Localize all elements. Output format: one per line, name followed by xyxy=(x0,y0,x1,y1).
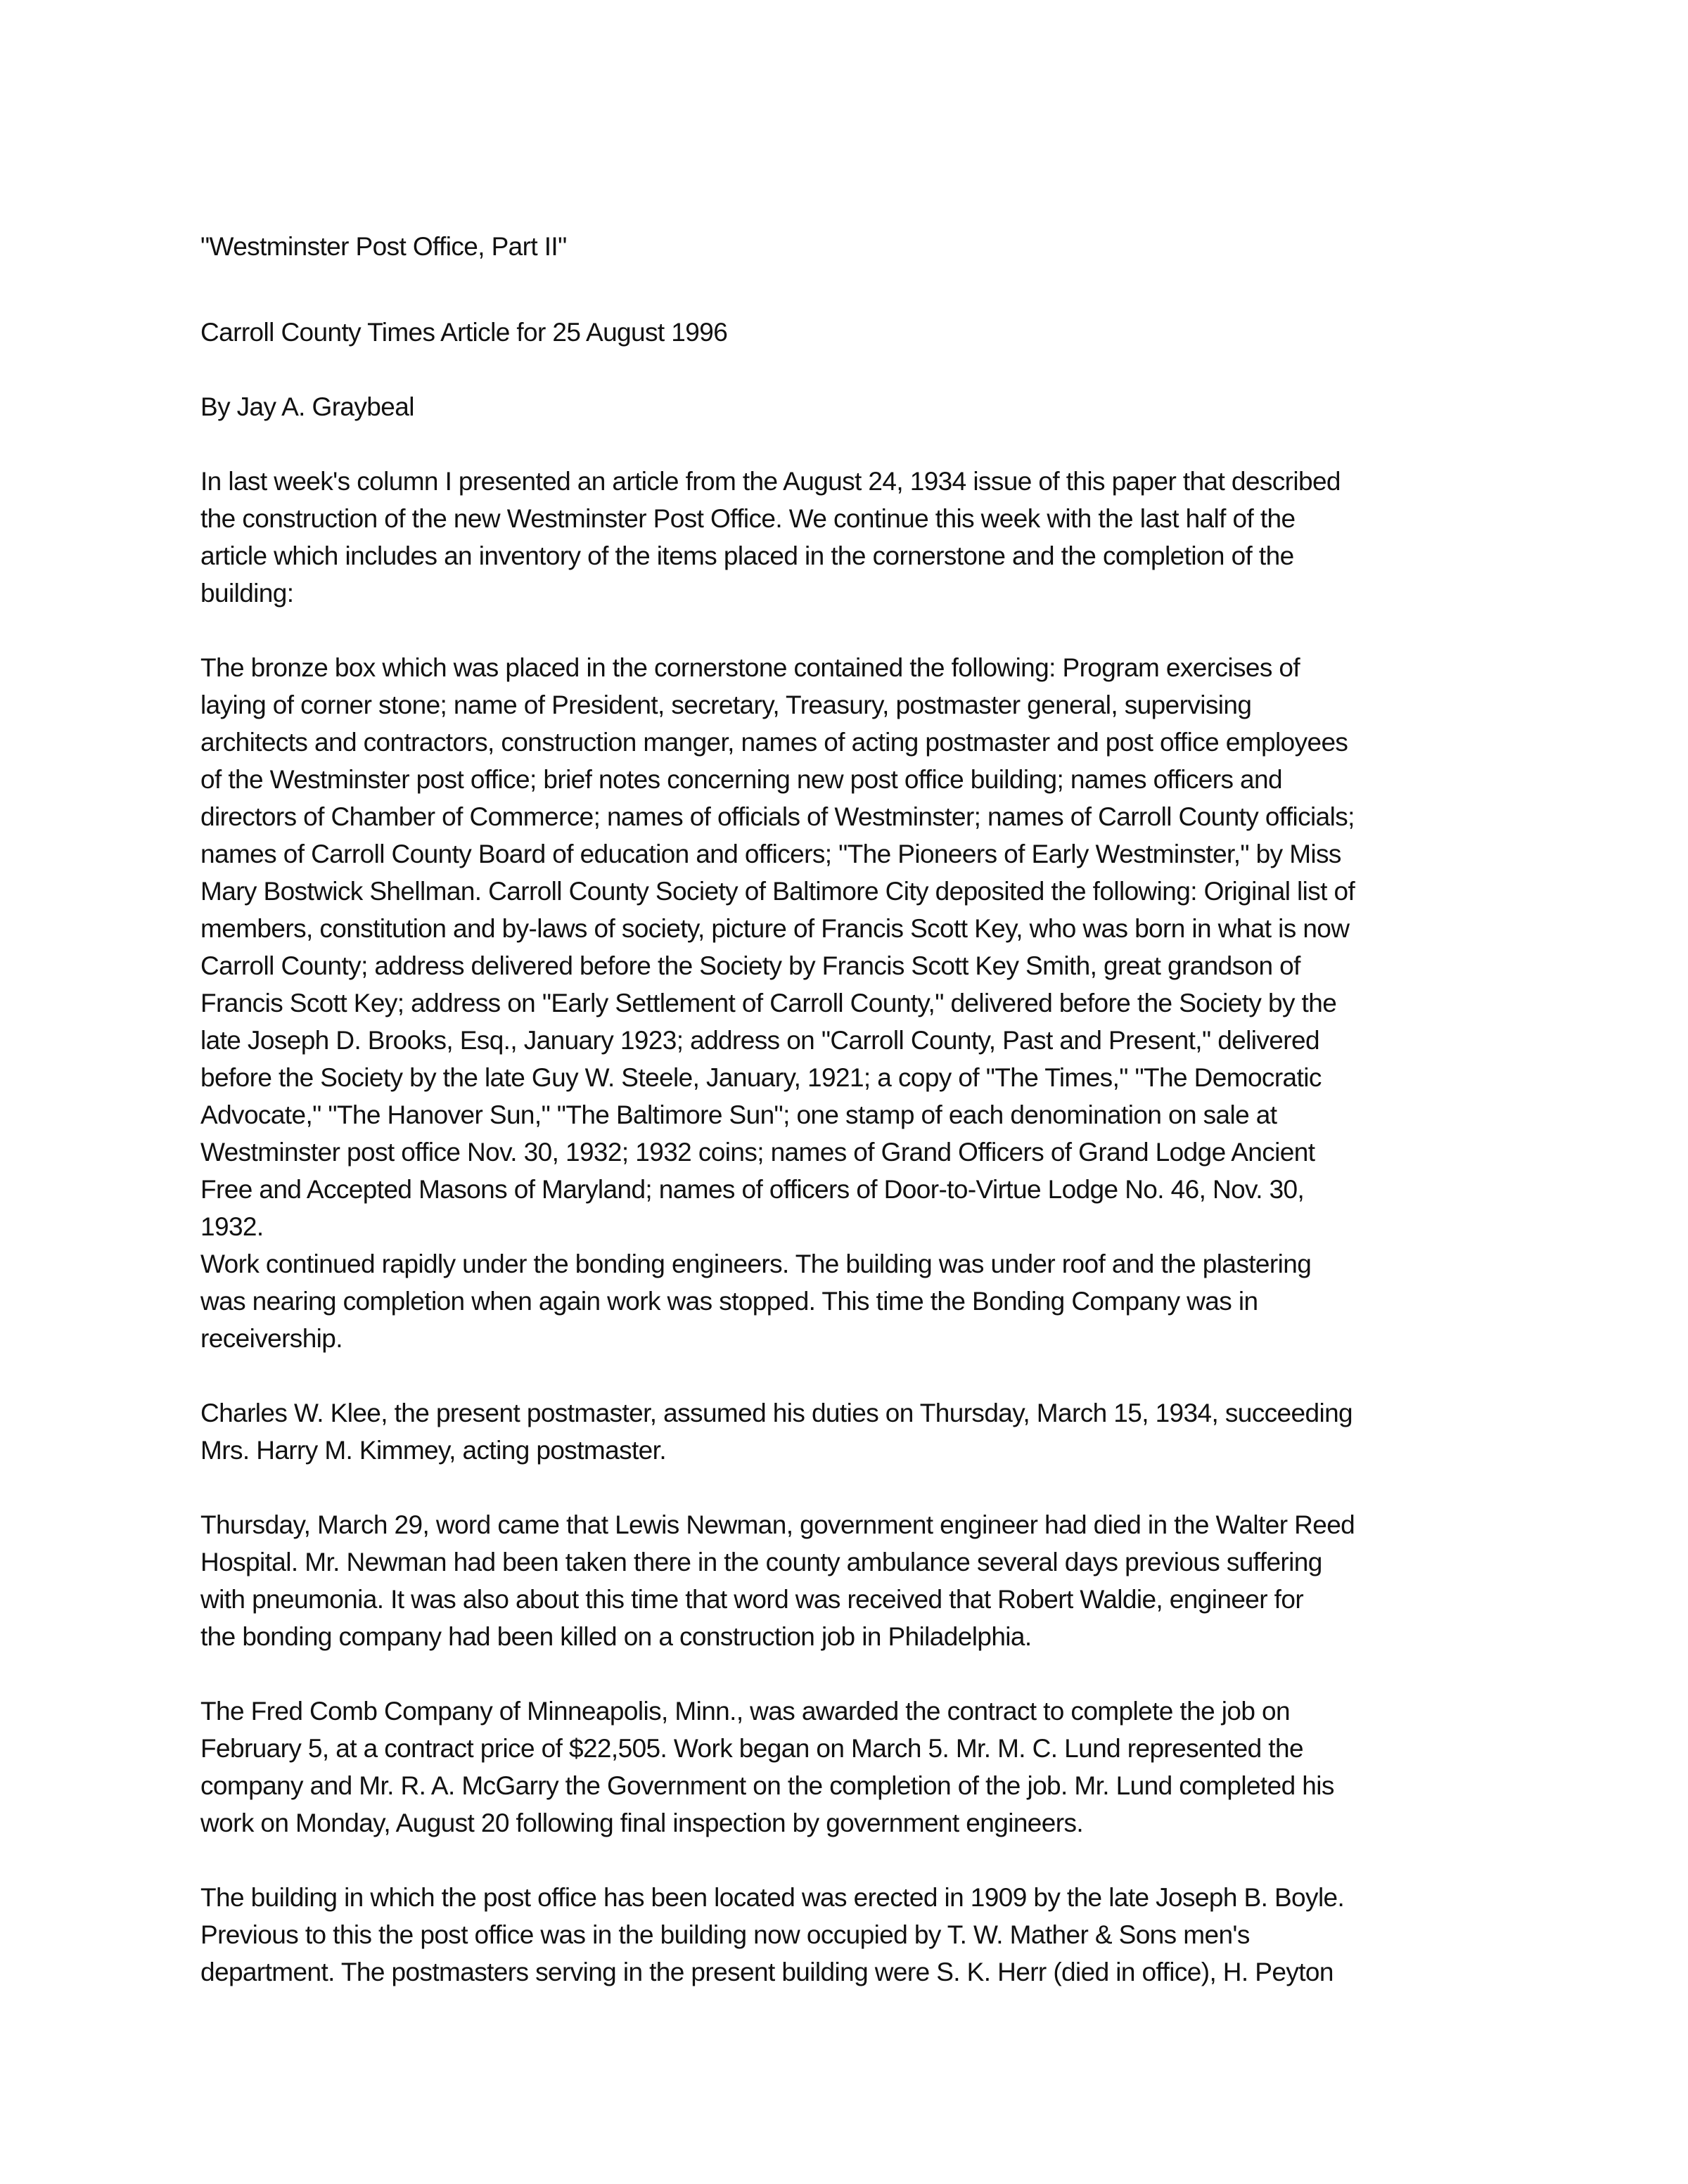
paragraph-line: names of Carroll County Board of education and officers; "The Pioneers of Early Westminster," by Miss xyxy=(200,840,1341,868)
paragraph-line: members, constitution and by-laws of society, picture of Francis Scott Key, who was born in what is now xyxy=(200,914,1350,943)
paragraph-line: receivership. xyxy=(200,1324,343,1353)
byline-line: By Jay A. Graybeal xyxy=(200,392,414,421)
paragraph-line: before the Society by the late Guy W. Steele, January, 1921; a copy of "The Times," "The Democratic xyxy=(200,1063,1322,1092)
paragraph-line: of the Westminster post office; brief notes concerning new post office building; names officers and xyxy=(200,765,1282,794)
paragraph-line: laying of corner stone; name of President, secretary, Treasury, postmaster general, supervising xyxy=(200,690,1252,719)
paragraph-line: building: xyxy=(200,579,294,608)
paragraph-cornerstone-contents xyxy=(200,649,1523,1357)
source-line: Carroll County Times Article for 25 August 1996 xyxy=(200,318,728,347)
paragraph-engineer-deaths xyxy=(200,1506,1523,1655)
paragraph-line: department. The postmasters serving in the present building were S. K. Herr (died in office), H. Peyton xyxy=(200,1958,1334,1986)
paragraph-line: Thursday, March 29, word came that Lewis Newman, government engineer had died in the Walter Reed xyxy=(200,1510,1355,1539)
paragraph-line: Westminster post office Nov. 30, 1932; 1932 coins; names of Grand Officers of Grand Lodge Ancient xyxy=(200,1138,1315,1167)
paragraph-line: In last week's column I presented an article from the August 24, 1934 issue of this paper that described xyxy=(200,467,1341,496)
paragraph-line: article which includes an inventory of the items placed in the cornerstone and the completion of the xyxy=(200,541,1294,570)
paragraph-line: directors of Chamber of Commerce; names of officials of Westminster; names of Carroll County officials; xyxy=(200,802,1355,831)
paragraph-line: Mrs. Harry M. Kimmey, acting postmaster. xyxy=(200,1436,666,1465)
paragraph-line: Charles W. Klee, the present postmaster, assumed his duties on Thursday, March 15, 1934, succeeding xyxy=(200,1399,1353,1427)
paragraph-line: Mary Bostwick Shellman. Carroll County Society of Baltimore City deposited the following: Original list of xyxy=(200,877,1355,906)
paragraph-line: was nearing completion when again work was stopped. This time the Bonding Company was in xyxy=(200,1287,1258,1316)
paragraph-line: architects and contractors, construction manger, names of acting postmaster and post office employees xyxy=(200,728,1348,757)
paragraph-line: late Joseph D. Brooks, Esq., January 1923; address on "Carroll County, Past and Present," delivered xyxy=(200,1026,1319,1055)
paragraph-line: Hospital. Mr. Newman had been taken there in the county ambulance several days previous suffering xyxy=(200,1548,1322,1576)
paragraph-intro xyxy=(200,463,1523,612)
article-source xyxy=(200,314,1523,351)
paragraph-line: 1932. xyxy=(200,1212,264,1241)
paragraph-postmaster xyxy=(200,1394,1523,1469)
article-title xyxy=(200,228,1523,265)
paragraph-line: February 5, at a contract price of $22,505. Work began on March 5. Mr. M. C. Lund represented the xyxy=(200,1734,1303,1763)
paragraph-line: Previous to this the post office was in the building now occupied by T. W. Mather & Sons men's xyxy=(200,1920,1250,1949)
paragraph-line: the bonding company had been killed on a construction job in Philadelphia. xyxy=(200,1622,1032,1651)
paragraph-line: The bronze box which was placed in the cornerstone contained the following: Program exercises of xyxy=(200,653,1300,682)
paragraph-fred-comb-company xyxy=(200,1692,1523,1842)
title-line: "Westminster Post Office, Part II" xyxy=(200,232,567,261)
paragraph-line: Advocate," "The Hanover Sun," "The Baltimore Sun"; one stamp of each denomination on sale at xyxy=(200,1100,1277,1129)
paragraph-line: Free and Accepted Masons of Maryland; names of officers of Door-to-Virtue Lodge No. 46, Nov. 30, xyxy=(200,1175,1305,1204)
paragraph-line: the construction of the new Westminster Post Office. We continue this week with the last half of the xyxy=(200,504,1296,533)
paragraph-building-history xyxy=(200,1879,1523,1991)
paragraph-line: company and Mr. R. A. McGarry the Government on the completion of the job. Mr. Lund completed his xyxy=(200,1771,1334,1800)
paragraph-line: work on Monday, August 20 following final inspection by government engineers. xyxy=(200,1809,1084,1837)
paragraph-line: The Fred Comb Company of Minneapolis, Minn., was awarded the contract to complete the job on xyxy=(200,1697,1290,1726)
paragraph-line: with pneumonia. It was also about this time that word was received that Robert Waldie, engineer for xyxy=(200,1585,1304,1614)
article-byline xyxy=(200,388,1523,425)
paragraph-line: Carroll County; address delivered before the Society by Francis Scott Key Smith, great grandson of xyxy=(200,951,1300,980)
paragraph-line: The building in which the post office has been located was erected in 1909 by the late Joseph B. Boyle. xyxy=(200,1883,1345,1912)
paragraph-line: Francis Scott Key; address on "Early Settlement of Carroll County," delivered before the Society by the xyxy=(200,989,1337,1017)
paragraph-line: Work continued rapidly under the bonding engineers. The building was under roof and the plastering xyxy=(200,1250,1312,1278)
